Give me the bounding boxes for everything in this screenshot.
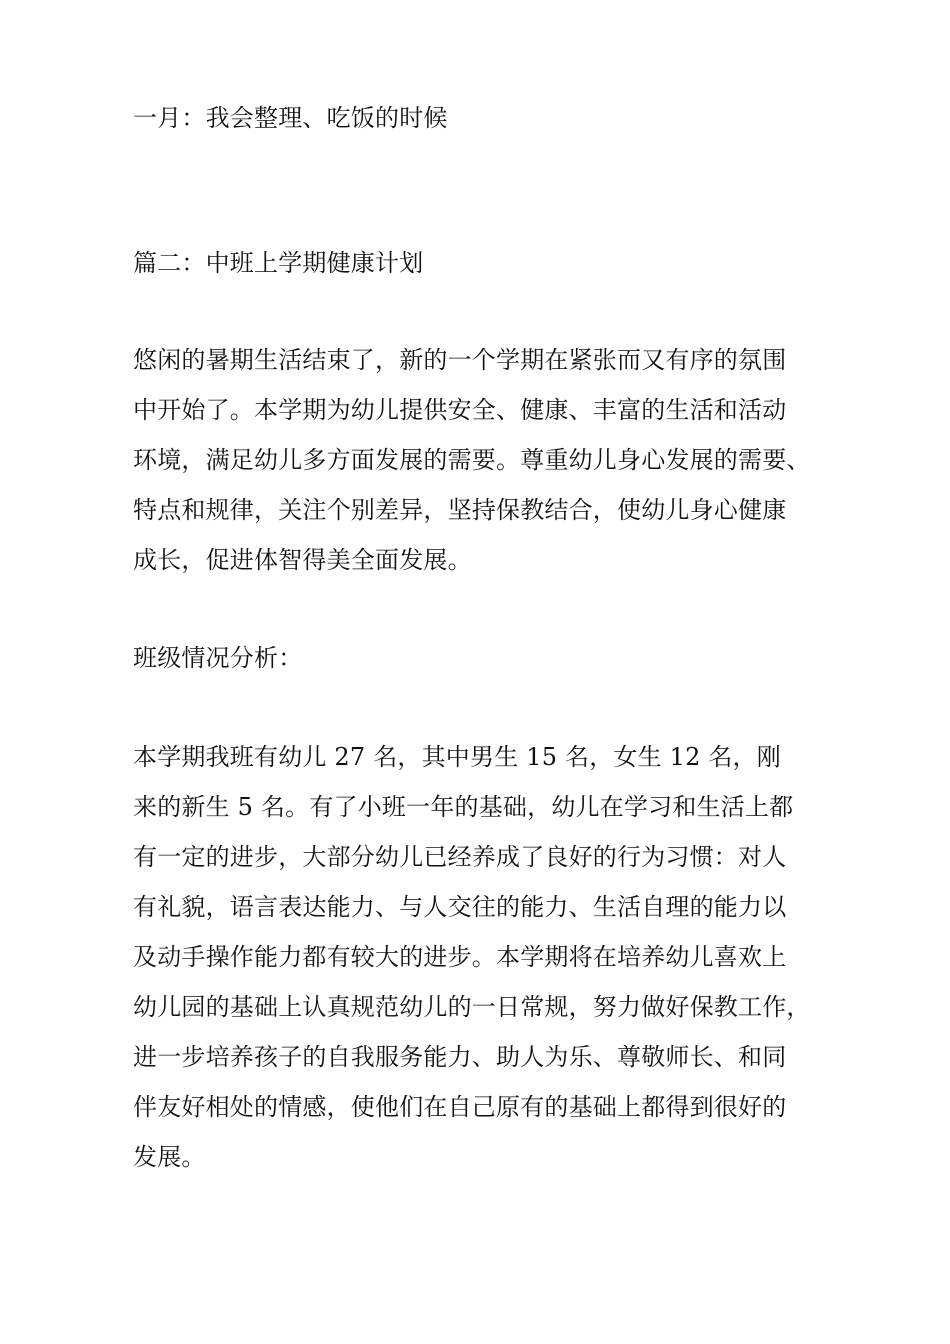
analysis-line: 及动手操作能力都有较大的进步。本学期将在培养幼儿喜欢上 (133, 943, 787, 971)
intro-line: 悠闲的暑期生活结束了，新的一个学期在紧张而又有序的氛围 (133, 346, 787, 374)
analysis-line: 进一步培养孩子的自我服务能力、助人为乐、尊敬师长、和同 (133, 1043, 787, 1071)
analysis-line: 幼儿园的基础上认真规范幼儿的一日常规，努力做好保教工作， (133, 993, 811, 1021)
intro-line: 特点和规律，关注个别差异，坚持保教结合，使幼儿身心健康 (133, 496, 787, 524)
january-heading: 一月：我会整理、吃饭的时候 (133, 104, 448, 132)
analysis-heading: 班级情况分析： (133, 644, 303, 672)
section-title: 篇二：中班上学期健康计划 (133, 249, 424, 277)
intro-line: 中开始了。本学期为幼儿提供安全、健康、丰富的生活和活动 (133, 396, 787, 424)
analysis-line: 有礼貌，语言表达能力、与人交往的能力、生活自理的能力以 (133, 893, 787, 921)
intro-line: 成长，促进体智得美全面发展。 (133, 546, 472, 574)
analysis-line: 来的新生 5 名。有了小班一年的基础，幼儿在学习和生活上都 (133, 793, 794, 821)
analysis-line: 伴友好相处的情感，使他们在自己原有的基础上都得到很好的 (133, 1093, 787, 1121)
analysis-line: 发展。 (133, 1143, 206, 1171)
analysis-line: 有一定的进步，大部分幼儿已经养成了良好的行为习惯：对人 (133, 843, 787, 871)
intro-line: 环境，满足幼儿多方面发展的需要。尊重幼儿身心发展的需要、 (133, 446, 811, 474)
analysis-line: 本学期我班有幼儿 27 名，其中男生 15 名，女生 12 名，刚 (133, 743, 781, 771)
